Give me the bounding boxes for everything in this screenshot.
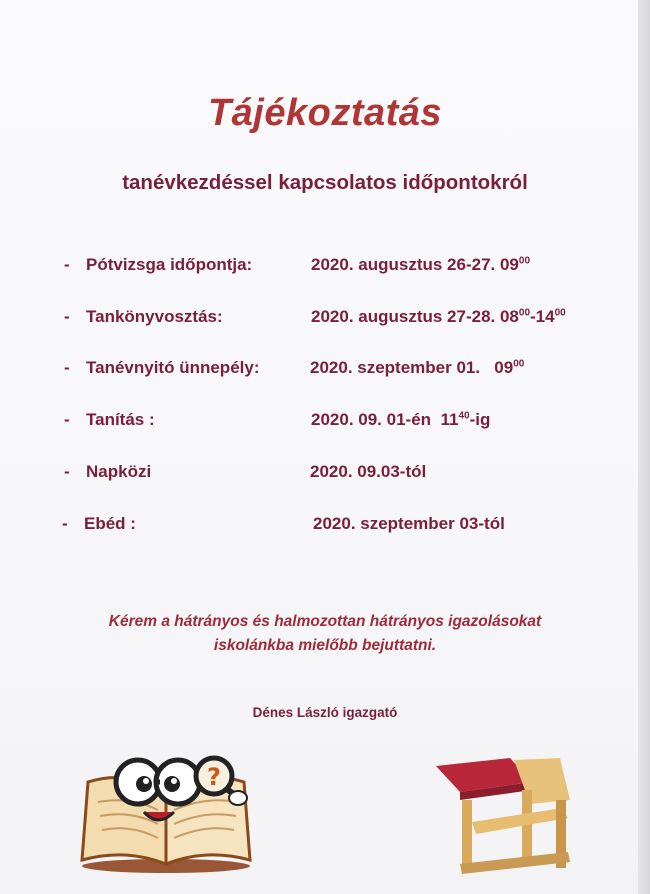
- row-label: Tanítás :: [86, 410, 155, 429]
- row-label: Tankönyvosztás:: [86, 307, 223, 326]
- row-dash: -: [64, 255, 70, 274]
- signature: Dénes László igazgató: [252, 705, 398, 720]
- schedule-row: [0, 307, 650, 337]
- row-dash: -: [62, 514, 68, 533]
- row-label: Napközi: [86, 462, 152, 481]
- notice-text: [0, 610, 650, 658]
- row-value: 2020. szeptember 01. $09^{00}$: [310, 358, 525, 377]
- schedule-row: [0, 358, 650, 388]
- row-label: Pótvizsga időpontja:: [86, 255, 253, 274]
- schedule-row: [0, 462, 650, 492]
- book-clipart: [78, 752, 258, 874]
- row-dash: -: [64, 462, 70, 481]
- row-value: 2020. szeptember 03-tól: [313, 514, 505, 533]
- row-dash: -: [64, 410, 70, 429]
- row-value: 2020. 09.03-tól: [310, 462, 427, 481]
- schedule-row: [0, 410, 650, 440]
- notice-subtitle: tanévkezdéssel kapcsolatos időpontokról: [122, 171, 528, 194]
- row-value: 2020. augusztus 26-27. $09^{00}$: [311, 255, 531, 274]
- row-dash: -: [64, 307, 70, 326]
- notice-line: iskolánkba mielőbb bejuttatni.: [213, 637, 437, 654]
- row-label: Ebéd :: [84, 514, 136, 533]
- notice-line: Kérem a hátrányos és halmozottan hátrányos igazolásokat: [108, 613, 542, 630]
- row-dash: -: [64, 358, 70, 377]
- row-label: Tanévnyitó ünnepély:: [86, 358, 260, 377]
- notice-title: Tájékoztatás: [207, 92, 443, 134]
- row-value: 2020. 09. 01-én $11^{40}-ig$: [311, 410, 491, 429]
- schedule-row: [0, 255, 650, 285]
- schedule-row: [0, 514, 650, 544]
- svg-text:?: ?: [207, 763, 221, 791]
- row-value: 2020. augusztus 27-28. $08^{00}-14^{00}$: [311, 307, 566, 326]
- school-bench-clipart: [430, 752, 590, 878]
